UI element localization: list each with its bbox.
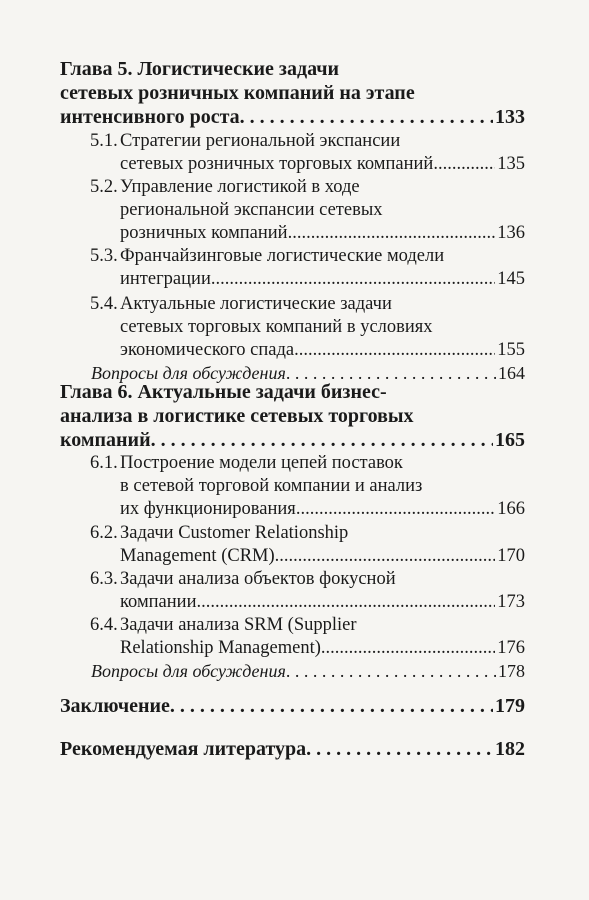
- chapter-6-page: 165: [495, 429, 525, 451]
- leader-dots: [294, 339, 495, 361]
- leader-dots: [306, 738, 493, 760]
- section-6-2-entry: [120, 545, 525, 567]
- section-5-4-page: 155: [497, 340, 525, 360]
- section-6-4-number: 6.4.: [90, 615, 118, 635]
- section-5-2-entry: [120, 222, 525, 244]
- section-5-3-number: 5.3.: [90, 246, 118, 266]
- section-5-1-line-1: Стратегии региональной экспансии: [120, 131, 401, 151]
- leader-dots: [321, 637, 495, 659]
- chapter-5-entry: [60, 106, 525, 128]
- section-5-4-line-2: сетевых торговых компаний в условиях: [120, 317, 433, 337]
- section-5-1-entry: [120, 153, 525, 175]
- leader-dots: [288, 222, 496, 244]
- section-6-1-line-1: Построение модели цепей поставок: [120, 453, 403, 473]
- chapter-6-questions-page: 178: [498, 661, 525, 681]
- section-5-2-line-1: Управление логистикой в ходе: [120, 177, 360, 197]
- section-5-3-entry: [120, 268, 525, 290]
- leader-dots: [170, 695, 493, 717]
- section-5-4-line-3: экономического спада: [120, 340, 295, 360]
- chapter-6-title-line-2: анализа в логистике сетевых торговых: [60, 405, 414, 427]
- leader-dots: [286, 660, 496, 682]
- section-6-1-line-2: в сетевой торговой компании и анализ: [120, 476, 423, 496]
- section-6-3-page: 173: [497, 592, 525, 612]
- section-6-4-line-2: Relationship Management): [120, 638, 321, 658]
- section-5-2-number: 5.2.: [90, 177, 118, 197]
- leader-dots: [433, 153, 495, 175]
- leader-dots: [211, 268, 495, 290]
- chapter-6-questions-entry: [91, 660, 525, 682]
- section-6-4-entry: [120, 637, 525, 659]
- chapter-6-entry: [60, 429, 525, 451]
- section-5-1-number: 5.1.: [90, 131, 118, 151]
- leader-dots: [196, 591, 495, 613]
- leader-dots: [151, 429, 493, 451]
- chapter-6-questions-label: Вопросы для обсуждения: [91, 661, 286, 681]
- section-6-1-line-3: их функционирования: [120, 499, 296, 519]
- section-6-4-page: 176: [497, 638, 525, 658]
- section-5-4-entry: [120, 339, 525, 361]
- conclusion-entry: [60, 695, 525, 717]
- section-6-2-number: 6.2.: [90, 523, 118, 543]
- section-5-2-page: 136: [497, 223, 525, 243]
- section-6-2-line-1: Задачи Customer Relationship: [120, 523, 349, 543]
- literature-page: 182: [495, 738, 525, 760]
- section-5-3-line-2: интеграции: [120, 269, 211, 289]
- section-5-3-page: 145: [497, 269, 525, 289]
- literature-label: Рекомендуемая литература: [60, 738, 307, 760]
- leader-dots: [240, 106, 493, 128]
- section-6-4-line-1: Задачи анализа SRM (Supplier: [120, 615, 357, 635]
- literature-entry: [60, 738, 525, 760]
- section-6-3-line-2: компании: [120, 592, 197, 612]
- section-6-3-line-1: Задачи анализа объектов фокусной: [120, 569, 396, 589]
- chapter-5-questions-label: Вопросы для обсуждения: [91, 363, 286, 383]
- section-6-2-line-2: Management (CRM): [120, 546, 275, 566]
- section-5-4-number: 5.4.: [90, 294, 118, 314]
- section-6-1-page: 166: [497, 499, 525, 519]
- chapter-5-page: 133: [495, 106, 525, 128]
- leader-dots: [275, 545, 496, 567]
- chapter-5-title-line-1: Глава 5. Логистические задачи: [60, 58, 340, 80]
- conclusion-label: Заключение: [60, 695, 170, 717]
- section-6-2-page: 170: [497, 546, 525, 566]
- section-5-4-line-1: Актуальные логистические задачи: [120, 294, 392, 314]
- chapter-6-title-line-1: Глава 6. Актуальные задачи бизнес-: [60, 381, 387, 403]
- section-5-1-line-2: сетевых розничных торговых компаний: [120, 154, 434, 174]
- chapter-5-title-line-2: сетевых розничных компаний на этапе: [60, 82, 415, 104]
- chapter-5-questions-page: 164: [498, 363, 525, 383]
- section-5-2-line-2: региональной экспансии сетевых: [120, 200, 383, 220]
- section-6-3-entry: [120, 591, 525, 613]
- section-5-3-line-1: Франчайзинговые логистические модели: [120, 246, 445, 266]
- section-5-2-line-3: розничных компаний: [120, 223, 288, 243]
- section-6-1-number: 6.1.: [90, 453, 118, 473]
- chapter-6-title-line-3: компаний: [60, 429, 151, 451]
- section-6-1-entry: [120, 498, 525, 520]
- leader-dots: [296, 498, 495, 520]
- section-6-3-number: 6.3.: [90, 569, 118, 589]
- chapter-5-title-line-3: интенсивного роста: [60, 106, 240, 128]
- conclusion-page: 179: [495, 695, 525, 717]
- section-5-1-page: 135: [497, 154, 525, 174]
